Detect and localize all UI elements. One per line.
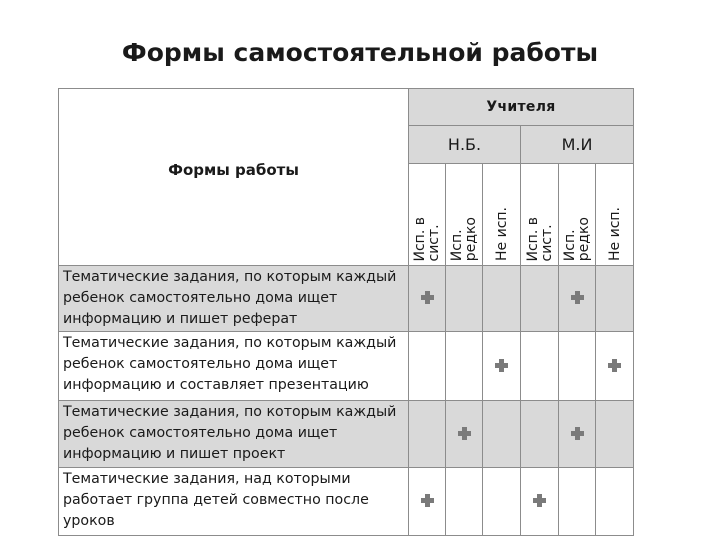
plus-icon — [571, 291, 584, 304]
table-row — [59, 401, 634, 468]
teachers-header: Учителя — [409, 89, 634, 126]
mark-cell — [559, 266, 596, 332]
mark-cell — [409, 332, 446, 401]
mark-cell — [596, 332, 634, 401]
mark-cell — [521, 468, 559, 536]
mark-cell — [446, 401, 483, 468]
mark-cell — [446, 266, 483, 332]
mark-cell — [559, 468, 596, 536]
mark-cell — [409, 468, 446, 536]
mark-cell — [483, 468, 521, 536]
column-header — [446, 164, 483, 266]
forms-header: Формы работы — [59, 89, 409, 266]
plus-icon — [571, 427, 584, 440]
column-header-label: Не исп. — [606, 207, 623, 261]
column-header-label: Не исп. — [493, 207, 510, 261]
mark-cell — [409, 401, 446, 468]
plus-icon — [495, 359, 508, 372]
mark-cell — [596, 401, 634, 468]
row-label: Тематические задания, над которыми работает группа детей совместно после уроков — [59, 468, 409, 536]
mark-cell — [483, 266, 521, 332]
mark-cell — [596, 266, 634, 332]
mark-cell — [446, 332, 483, 401]
teacher-name: Н.Б. — [409, 126, 521, 164]
mark-cell — [559, 401, 596, 468]
row-label: Тематические задания, по которым каждый ребенок самостоятельно дома ищет информацию и пишет проект — [59, 401, 409, 468]
column-header — [559, 164, 596, 266]
column-header — [596, 164, 634, 266]
mark-cell — [559, 332, 596, 401]
page-title: Формы самостоятельной работы — [121, 38, 599, 67]
table-row — [59, 266, 634, 332]
mark-cell — [521, 332, 559, 401]
row-label: Тематические задания, по которым каждый ребенок самостоятельно дома ищет информацию и составляет презентацию — [59, 332, 409, 401]
table-row — [59, 332, 634, 401]
plus-icon — [458, 427, 471, 440]
mark-cell — [409, 266, 446, 332]
forms-table — [58, 88, 634, 536]
column-header-label: Исп. в сист. — [412, 216, 442, 261]
mark-cell — [521, 266, 559, 332]
column-header-label: Исп. редко — [449, 216, 479, 261]
row-label: Тематические задания, по которым каждый ребенок самостоятельно дома ищет информацию и пишет реферат — [59, 266, 409, 332]
plus-icon — [421, 291, 434, 304]
table-row — [59, 468, 634, 536]
mark-cell — [596, 468, 634, 536]
column-header — [483, 164, 521, 266]
column-header — [409, 164, 446, 266]
plus-icon — [608, 359, 621, 372]
mark-cell — [483, 332, 521, 401]
plus-icon — [421, 494, 434, 507]
mark-cell — [483, 401, 521, 468]
teacher-name: М.И — [521, 126, 634, 164]
mark-cell — [521, 401, 559, 468]
mark-cell — [446, 468, 483, 536]
column-header — [521, 164, 559, 266]
column-header-label: Исп. редко — [562, 216, 592, 261]
plus-icon — [533, 494, 546, 507]
column-header-label: Исп. в сист. — [524, 216, 555, 261]
